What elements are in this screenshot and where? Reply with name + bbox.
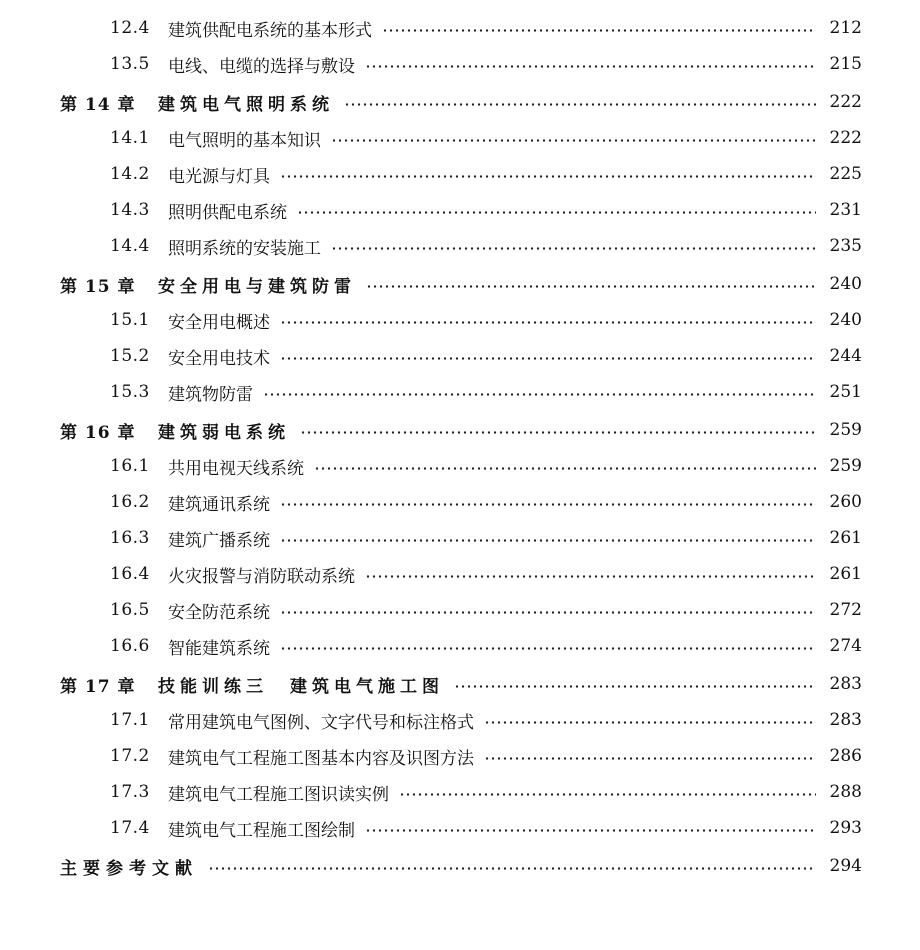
section-number: 14.4 [110,236,150,256]
page-number: 225 [829,164,862,184]
section-number: 17.4 [110,818,150,838]
chapter-title: 技能训练三 建筑电气施工图 [158,676,444,697]
section-title: 安全用电技术 [168,348,270,369]
page-number: 259 [829,420,862,440]
page-number: 222 [829,128,862,148]
dot-leader [454,685,816,688]
page-number: 283 [829,710,862,730]
toc-chapter-entry [0,87,920,117]
toc-section-entry [0,777,920,807]
dot-leader [280,503,816,506]
page-number: 240 [829,310,862,330]
section-title: 安全防范系统 [168,602,270,623]
section-title: 建筑供配电系统的基本形式 [168,20,372,41]
page-number: 231 [829,200,862,220]
dot-leader [366,285,816,288]
section-title: 常用建筑电气图例、文字代号和标注格式 [168,712,474,733]
page-number: 222 [829,92,862,112]
section-number: 17.1 [110,710,150,730]
section-title: 建筑电气工程施工图基本内容及识图方法 [168,748,474,769]
dot-leader [263,393,816,396]
dot-leader [280,357,816,360]
section-title: 照明系统的安装施工 [168,238,321,259]
chapter-number: 第 17 章 [60,676,136,697]
page-number: 288 [829,782,862,802]
section-title: 共用电视天线系统 [168,458,304,479]
toc-section-entry [0,741,920,771]
dot-leader [344,103,816,106]
toc-section-entry [0,123,920,153]
section-title: 安全用电概述 [168,312,270,333]
section-number: 16.2 [110,492,150,512]
toc-section-entry [0,523,920,553]
dot-leader [399,793,816,796]
dot-leader [365,829,816,832]
page-number: 240 [829,274,862,294]
dot-leader [280,647,816,650]
dot-leader [484,757,816,760]
section-number: 14.3 [110,200,150,220]
dot-leader [300,431,816,434]
dot-leader [484,721,816,724]
chapter-title: 建筑弱电系统 [158,422,290,443]
section-number: 15.2 [110,346,150,366]
page-number: 259 [829,456,862,476]
dot-leader [365,575,816,578]
toc-section-entry [0,231,920,261]
page-number: 212 [829,18,862,38]
toc-section-entry [0,305,920,335]
chapter-number: 第 15 章 [60,276,136,297]
toc-chapter-entry [0,669,920,699]
toc-section-entry [0,487,920,517]
dot-leader [314,467,816,470]
toc-references-entry [0,851,920,881]
page-number: 235 [829,236,862,256]
page-number: 272 [829,600,862,620]
toc-section-entry [0,631,920,661]
toc-chapter-entry [0,269,920,299]
dot-leader [365,65,816,68]
section-number: 14.2 [110,164,150,184]
page-number: 260 [829,492,862,512]
dot-leader [331,247,816,250]
section-title: 电气照明的基本知识 [168,130,321,151]
section-number: 16.5 [110,600,150,620]
section-number: 16.4 [110,564,150,584]
dot-leader [280,321,816,324]
section-number: 15.1 [110,310,150,330]
section-title: 电光源与灯具 [168,166,270,187]
section-title: 建筑物防雷 [168,384,253,405]
section-number: 16.3 [110,528,150,548]
section-number: 13.5 [110,54,150,74]
references-title: 主要参考文献 [60,858,198,879]
section-number: 12.4 [110,18,150,38]
dot-leader [280,175,816,178]
section-title: 建筑通讯系统 [168,494,270,515]
section-number: 17.3 [110,782,150,802]
toc-section-entry [0,13,920,43]
toc-section-entry [0,49,920,79]
page-number: 261 [829,564,862,584]
toc-section-entry [0,705,920,735]
page-number: 244 [829,346,862,366]
page-number: 293 [829,818,862,838]
page-number: 261 [829,528,862,548]
chapter-title: 建筑电气照明系统 [158,94,334,115]
toc-section-entry [0,451,920,481]
dot-leader [208,867,816,870]
dot-leader [297,211,816,214]
section-title: 智能建筑系统 [168,638,270,659]
section-title: 火灾报警与消防联动系统 [168,566,355,587]
section-number: 14.1 [110,128,150,148]
section-number: 17.2 [110,746,150,766]
page-number: 294 [829,856,862,876]
dot-leader [280,539,816,542]
chapter-number: 第 14 章 [60,94,136,115]
page-number: 283 [829,674,862,694]
page-number: 274 [829,636,862,656]
page-number: 215 [829,54,862,74]
section-title: 建筑电气工程施工图识读实例 [168,784,389,805]
section-title: 照明供配电系统 [168,202,287,223]
toc-section-entry [0,813,920,843]
dot-leader [382,29,816,32]
toc-section-entry [0,559,920,589]
page-number: 286 [829,746,862,766]
toc-section-entry [0,341,920,371]
toc-section-entry [0,595,920,625]
section-number: 16.1 [110,456,150,476]
toc-section-entry [0,377,920,407]
dot-leader [331,139,816,142]
toc-section-entry [0,159,920,189]
chapter-title: 安全用电与建筑防雷 [158,276,356,297]
chapter-number: 第 16 章 [60,422,136,443]
section-number: 16.6 [110,636,150,656]
section-title: 电线、电缆的选择与敷设 [168,56,355,77]
section-title: 建筑电气工程施工图绘制 [168,820,355,841]
toc-section-entry [0,195,920,225]
section-number: 15.3 [110,382,150,402]
section-title: 建筑广播系统 [168,530,270,551]
page-number: 251 [829,382,862,402]
toc-chapter-entry [0,415,920,445]
dot-leader [280,611,816,614]
